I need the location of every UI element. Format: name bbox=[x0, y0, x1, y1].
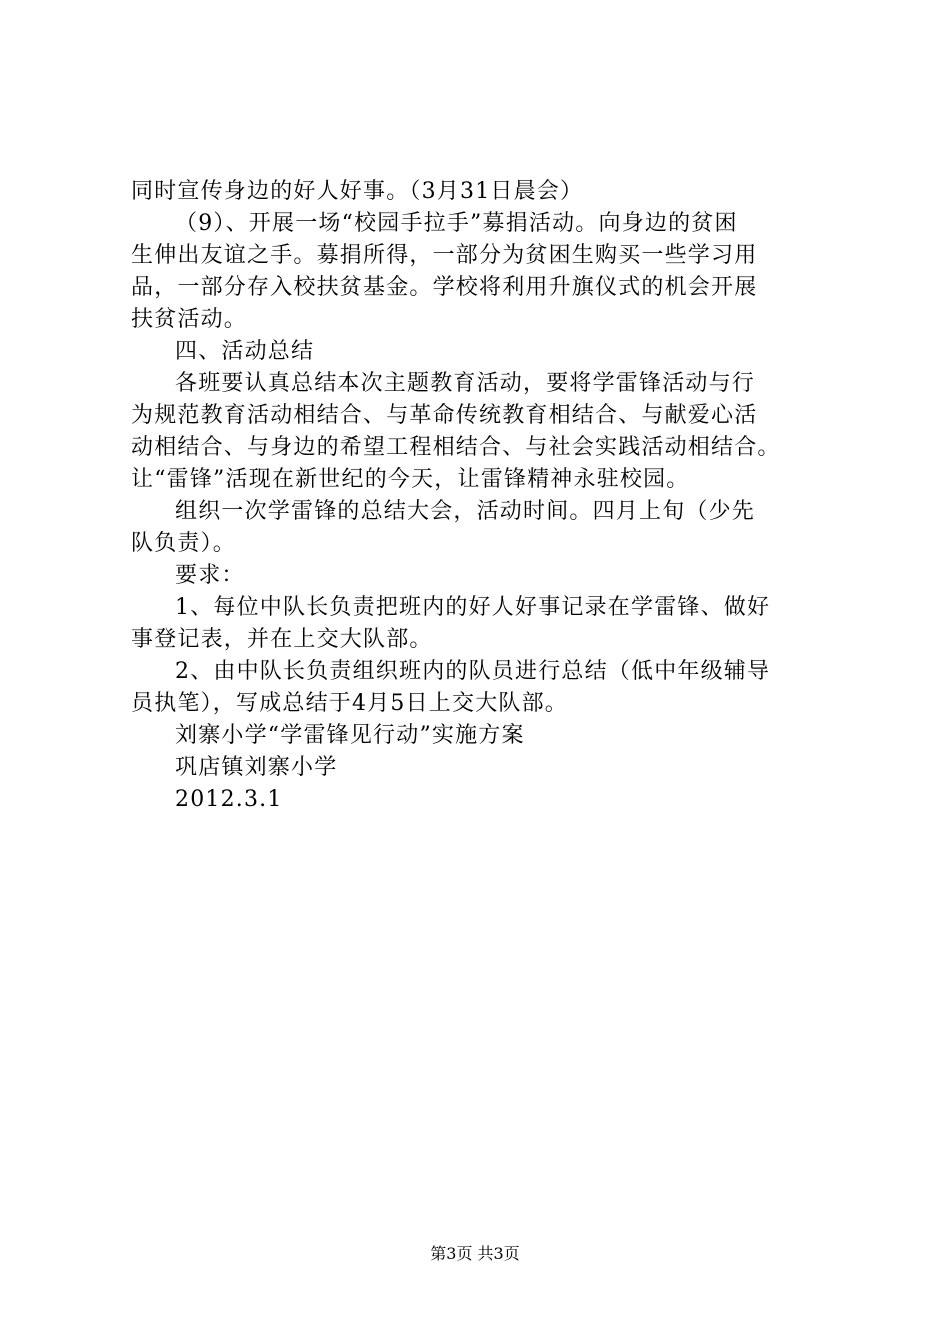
text-line: 生伸出友谊之手。募捐所得，一部分为贫困生购买一些学习用 bbox=[131, 243, 758, 268]
text-line: 事登记表，并在上交大队部。 bbox=[131, 627, 433, 652]
text-line: 动相结合、与身边的希望工程相结合、与社会实践活动相结合。 bbox=[131, 435, 781, 460]
text-line: 品，一部分存入校扶贫基金。学校将利用升旗仪式的机会开展 bbox=[131, 275, 758, 300]
text-line: 2、由中队长负责组织班内的队员进行总结（低中年级辅导 bbox=[175, 659, 771, 684]
date-line: 2012.3.1 bbox=[175, 787, 283, 812]
text-line: 队负责）。 bbox=[131, 531, 237, 556]
text-line: 扶贫活动。 bbox=[131, 307, 248, 332]
page-number-footer: 第3页 共3页 bbox=[430, 1244, 520, 1263]
text-line: 员执笔），写成总结于4月5日上交大队部。 bbox=[131, 691, 568, 716]
organization-line: 巩店镇刘寨小学 bbox=[175, 755, 338, 780]
text-line: 组织一次学雷锋的总结大会，活动时间。四月上旬（少先 bbox=[175, 499, 756, 524]
text-line: （9）、开展一场“校园手拉手”募捐活动。向身边的贫困 bbox=[175, 211, 738, 236]
text-line: 1、每位中队长负责把班内的好人好事记录在学雷锋、做好 bbox=[175, 595, 771, 620]
text-line: 让“雷锋”活现在新世纪的今天，让雷锋精神永驻校园。 bbox=[131, 467, 690, 492]
text-line: 同时宣传身边的好人好事。（3月31日晨会） bbox=[131, 179, 584, 204]
text-line: 各班要认真总结本次主题教育活动，要将学雷锋活动与行 bbox=[175, 371, 756, 396]
text-line: 要求： bbox=[175, 563, 245, 588]
section-heading: 四、活动总结 bbox=[175, 339, 315, 364]
text-line: 为规范教育活动相结合、与革命传统教育相结合、与献爱心活 bbox=[131, 403, 758, 428]
document-title-line: 刘寨小学“学雷锋见行动”实施方案 bbox=[175, 723, 525, 748]
